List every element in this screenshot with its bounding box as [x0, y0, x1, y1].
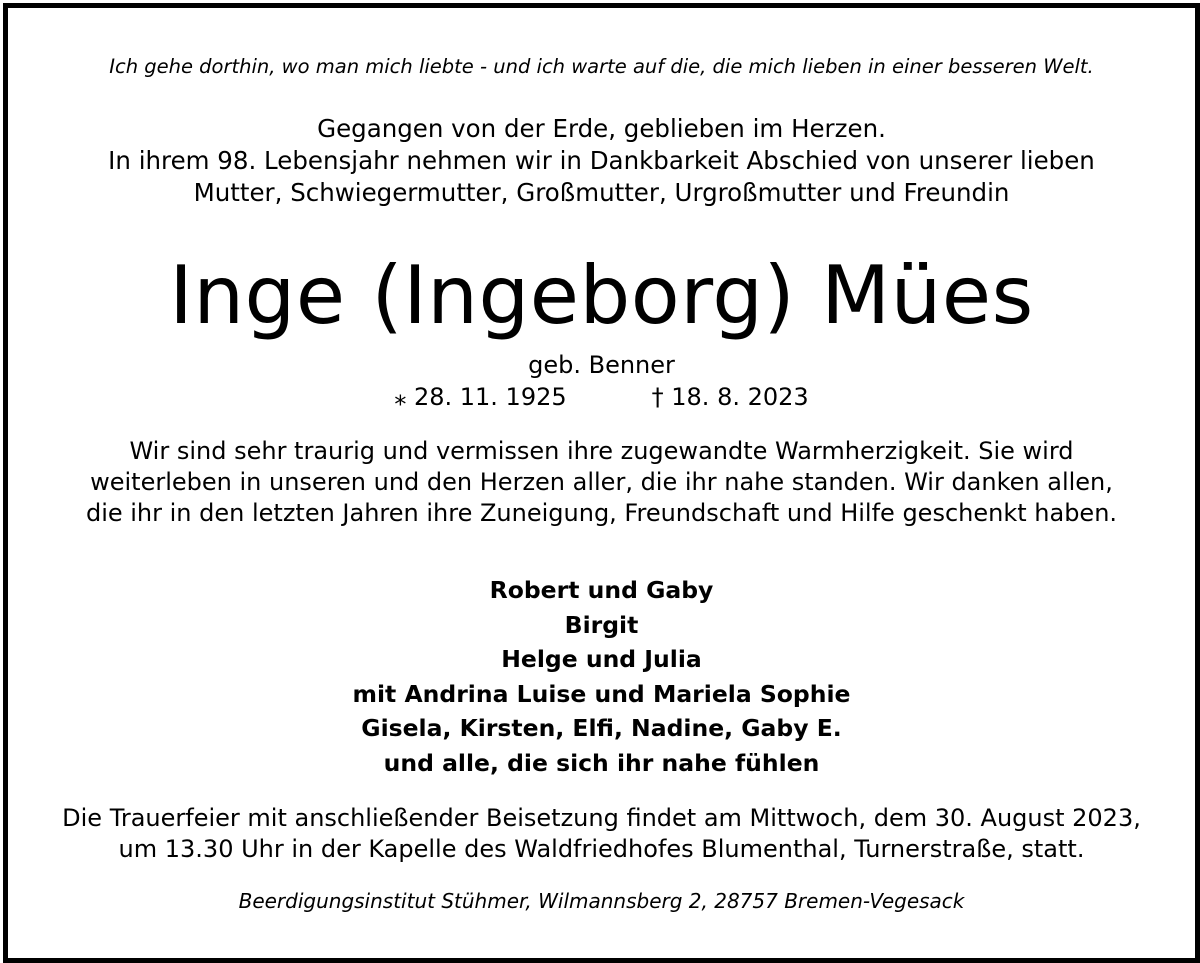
tribute-line: weiterleben in unseren und den Herzen aller, die ihr nahe standen. Wir danken allen, — [90, 468, 1113, 496]
obituary-frame — [3, 3, 1200, 963]
mourner-line: und alle, die sich ihr nahe fühlen — [383, 748, 820, 777]
intro-line: Mutter, Schwiegermutter, Großmutter, Urgroßmutter und Freundin — [193, 178, 1010, 207]
intro-text — [8, 113, 1195, 209]
tribute-line: die ihr in den letzten Jahren ihre Zuneigung, Freundschaft und Hilfe geschenkt haben. — [85, 499, 1118, 527]
mourners-list — [8, 573, 1195, 780]
service-line: Die Trauerfeier mit anschließender Beisetzung findet am Mittwoch, dem 30. August 2023, — [62, 804, 1141, 832]
mourner-line: Gisela, Kirsten, Elfi, Nadine, Gaby E. — [361, 714, 842, 742]
tribute-text — [8, 436, 1195, 529]
service-line: um 13.30 Uhr in der Kapelle des Waldfriedhofes Blumenthal, Turnerstraße, statt. — [118, 835, 1085, 863]
mourner-line: Helge und Julia — [501, 645, 702, 673]
maiden-name: geb. Benner — [528, 351, 675, 379]
funeral-service-info — [8, 803, 1195, 865]
mourner-line: Robert und Gaby — [489, 576, 714, 604]
birth-date: ⁎ 28. 11. 1925 — [394, 383, 567, 411]
undertaker-info: Beerdigungsinstitut Stühmer, Wilmannsberg 2, 28757 Bremen-Vegesack — [238, 889, 965, 913]
deceased-name: Inge (Ingeborg) Mües — [169, 249, 1034, 342]
life-dates — [8, 381, 1195, 413]
intro-line: Gegangen von der Erde, geblieben im Herzen. — [317, 114, 886, 143]
mourner-line: Birgit — [564, 610, 639, 639]
mourner-line: mit Andrina Luise und Mariela Sophie — [352, 679, 851, 708]
motto-quote: Ich gehe dorthin, wo man mich liebte - und ich warte auf die, die mich lieben in einer besseren Welt. — [109, 55, 1094, 78]
death-date: † 18. 8. 2023 — [651, 383, 809, 411]
tribute-line: Wir sind sehr traurig und vermissen ihre zugewandte Warmherzigkeit. Sie wird — [129, 437, 1074, 465]
intro-line: In ihrem 98. Lebensjahr nehmen wir in Dankbarkeit Abschied von unserer lieben — [108, 146, 1095, 175]
